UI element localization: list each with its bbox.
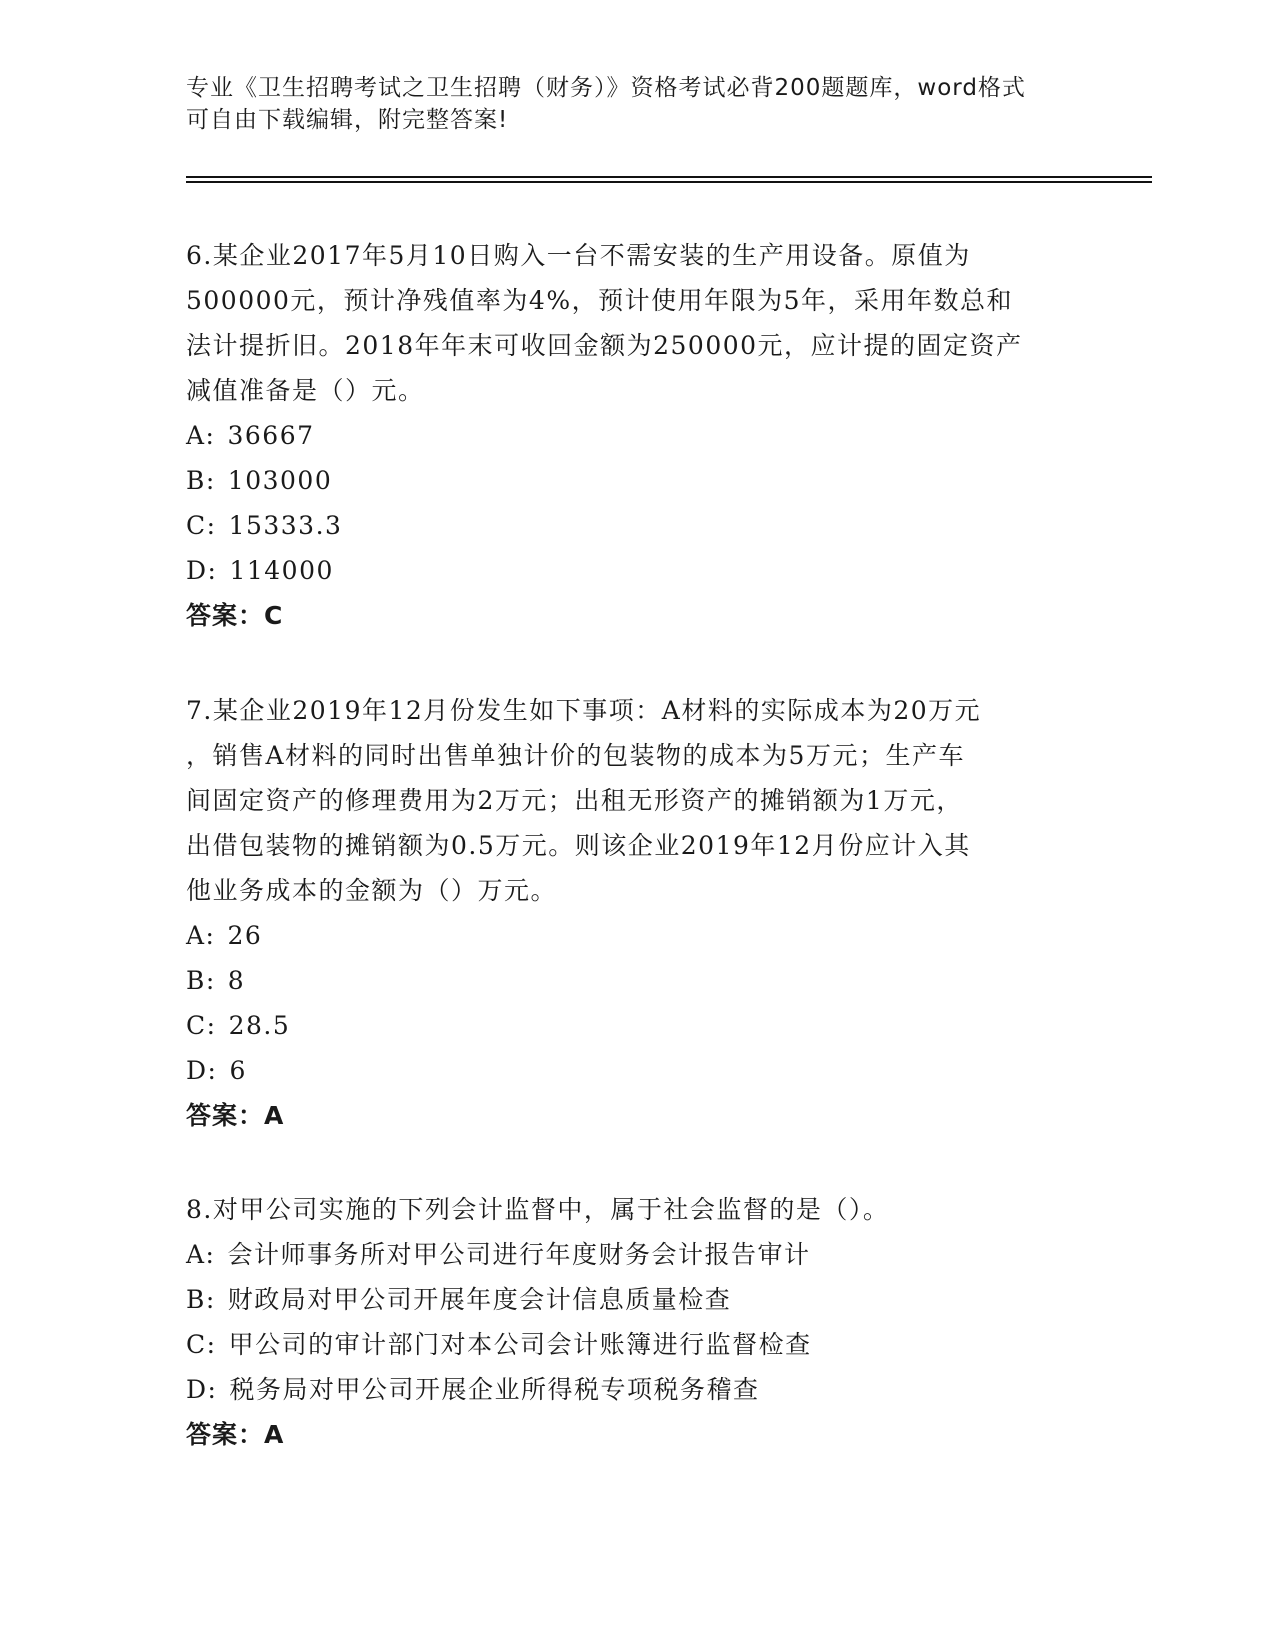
- option-a: [186, 413, 1086, 458]
- question-stem: [186, 1187, 1086, 1232]
- option-text: 36667: [227, 421, 315, 450]
- option-letter: A:: [186, 921, 216, 950]
- option-letter: B:: [186, 466, 216, 495]
- option-text: 114000: [229, 556, 334, 585]
- header-divider: [186, 176, 1152, 178]
- option-text: 税务局对甲公司开展企业所得税专项税务稽查: [229, 1375, 760, 1404]
- stem-line: 出借包装物的摊销额为0.5万元。则该企业2019年12月份应计入其: [186, 831, 971, 860]
- stem-line: 7.某企业2019年12月份发生如下事项：A材料的实际成本为20万元: [186, 696, 982, 725]
- stem-line: 法计提折旧。2018年年末可收回金额为250000元，应计提的固定资产: [186, 331, 1023, 360]
- option-text: 28.5: [228, 1011, 291, 1040]
- option-text: 8: [227, 966, 246, 995]
- option-letter: C:: [186, 1330, 217, 1359]
- header-divider: [186, 181, 1152, 183]
- option-a: [186, 1232, 1086, 1277]
- option-a: [186, 913, 1086, 958]
- option-letter: B:: [186, 966, 216, 995]
- answer-label: 答案：A: [186, 1101, 285, 1130]
- question-stem: [186, 233, 1086, 413]
- option-text: 103000: [227, 466, 333, 495]
- option-d: [186, 1367, 1086, 1412]
- page-header: [186, 72, 1066, 136]
- stem-line: 6.某企业2017年5月10日购入一台不需安装的生产用设备。原值为: [186, 241, 971, 270]
- option-b: [186, 1277, 1086, 1322]
- option-letter: A:: [186, 421, 216, 450]
- question-stem: [186, 688, 1086, 913]
- option-text: 财政局对甲公司开展年度会计信息质量检查: [227, 1285, 732, 1314]
- option-text: 15333.3: [228, 511, 343, 540]
- option-letter: D:: [186, 1375, 218, 1404]
- header-line: 专业《卫生招聘考试之卫生招聘（财务）》资格考试必背200题题库，word格式: [186, 75, 1026, 101]
- question-6: [186, 233, 1086, 638]
- option-b: [186, 458, 1086, 503]
- option-letter: D:: [186, 1056, 218, 1085]
- header-line: 可自由下载编辑，附完整答案!: [186, 107, 509, 133]
- option-c: [186, 1322, 1086, 1367]
- option-text: 26: [227, 921, 263, 950]
- option-letter: B:: [186, 1285, 216, 1314]
- question-8: [186, 1187, 1086, 1457]
- stem-line: 减值准备是（）元。: [186, 376, 425, 405]
- option-c: [186, 1003, 1086, 1048]
- stem-line: 8.对甲公司实施的下列会计监督中，属于社会监督的是（）。: [186, 1195, 890, 1224]
- answer-label: 答案：A: [186, 1420, 285, 1449]
- option-letter: C:: [186, 511, 217, 540]
- answer-label: 答案：C: [186, 601, 284, 630]
- question-7: [186, 688, 1086, 1138]
- option-letter: C:: [186, 1011, 217, 1040]
- option-text: 甲公司的审计部门对本公司会计账簿进行监督检查: [228, 1330, 812, 1359]
- option-b: [186, 958, 1086, 1003]
- stem-line: 500000元，预计净残值率为4%，预计使用年限为5年，采用年数总和: [186, 286, 1014, 315]
- stem-line: 他业务成本的金额为（）万元。: [186, 876, 558, 905]
- option-letter: A:: [186, 1240, 216, 1269]
- option-d: [186, 548, 1086, 593]
- option-d: [186, 1048, 1086, 1093]
- option-text: 会计师事务所对甲公司进行年度财务会计报告审计: [227, 1240, 811, 1269]
- stem-line: ，销售A材料的同时出售单独计价的包装物的成本为5万元；生产车: [186, 741, 965, 770]
- option-c: [186, 503, 1086, 548]
- stem-line: 间固定资产的修理费用为2万元；出租无形资产的摊销额为1万元，: [186, 786, 963, 815]
- option-letter: D:: [186, 556, 218, 585]
- option-text: 6: [229, 1056, 247, 1085]
